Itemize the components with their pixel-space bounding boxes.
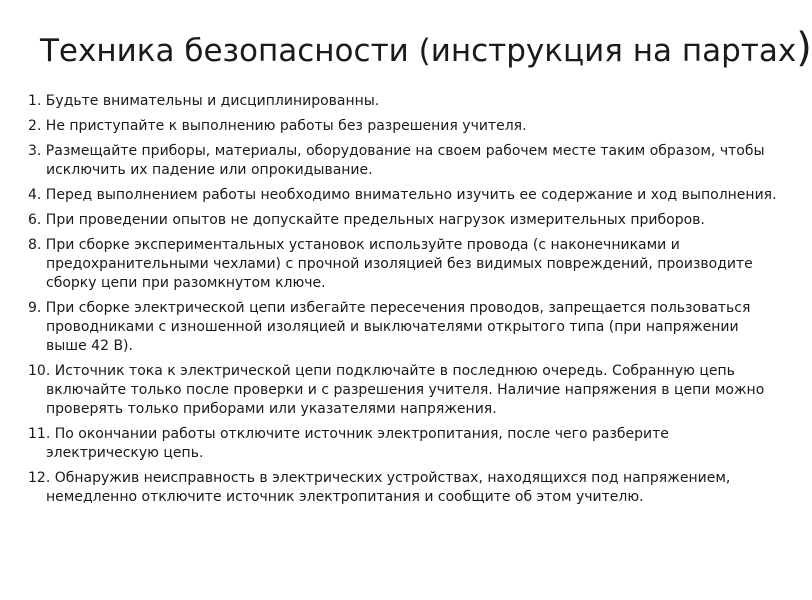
rule-item: 6. При проведении опытов не допускайте предельных нагрузок измерительных приборов. [28,212,705,228]
rule-item: 12. Обнаружив неисправность в электрических устройствах, находящихся под напряжением, немедленно отключите источник электропитания и сообщите об этом учителю. [28,470,731,505]
rule-item: 1. Будьте внимательны и дисциплинированны. [28,93,380,109]
rule-item: 11. По окончании работы отключите источник электропитания, после чего разберите электрическую цепь. [28,426,669,461]
rule-item: 10. Источник тока к электрической цепи подключайте в последнюю очередь. Собранную цепь включайте только после проверки и с разрешения учителя. Наличие напряжения в цепи можно проверять только приборами или указателями напряжения. [28,363,765,417]
rule-item: 9. При сборке электрической цепи избегайте пересечения проводов, запрещается пользоваться проводниками с изношенной изоляцией и выключателями открытого типа (при напряжении выше 42 В). [28,300,751,354]
rule-item: 4. Перед выполнением работы необходимо внимательно изучить ее содержание и ход выполнения. [28,187,777,203]
rule-item: 3. Размещайте приборы, материалы, оборудование на своем рабочем месте таким образом, чтобы исключить их падение или опрокидывание. [28,143,765,178]
slide-title [40,25,812,73]
safety-rules-list [28,92,780,513]
rule-item: 2. Не приступайте к выполнению работы без разрешения учителя. [28,118,527,134]
slide-title-closing-paren: ) [796,25,812,71]
slide-title-text: Техника безопасности (инструкция на партах [40,33,797,69]
rule-item: 8. При сборке экспериментальных установок используйте провода (с наконечниками и предохранительными чехлами) с прочной изоляцией без видимых повреждений, производите сборку цепи при разомкнутом ключе. [28,237,753,291]
